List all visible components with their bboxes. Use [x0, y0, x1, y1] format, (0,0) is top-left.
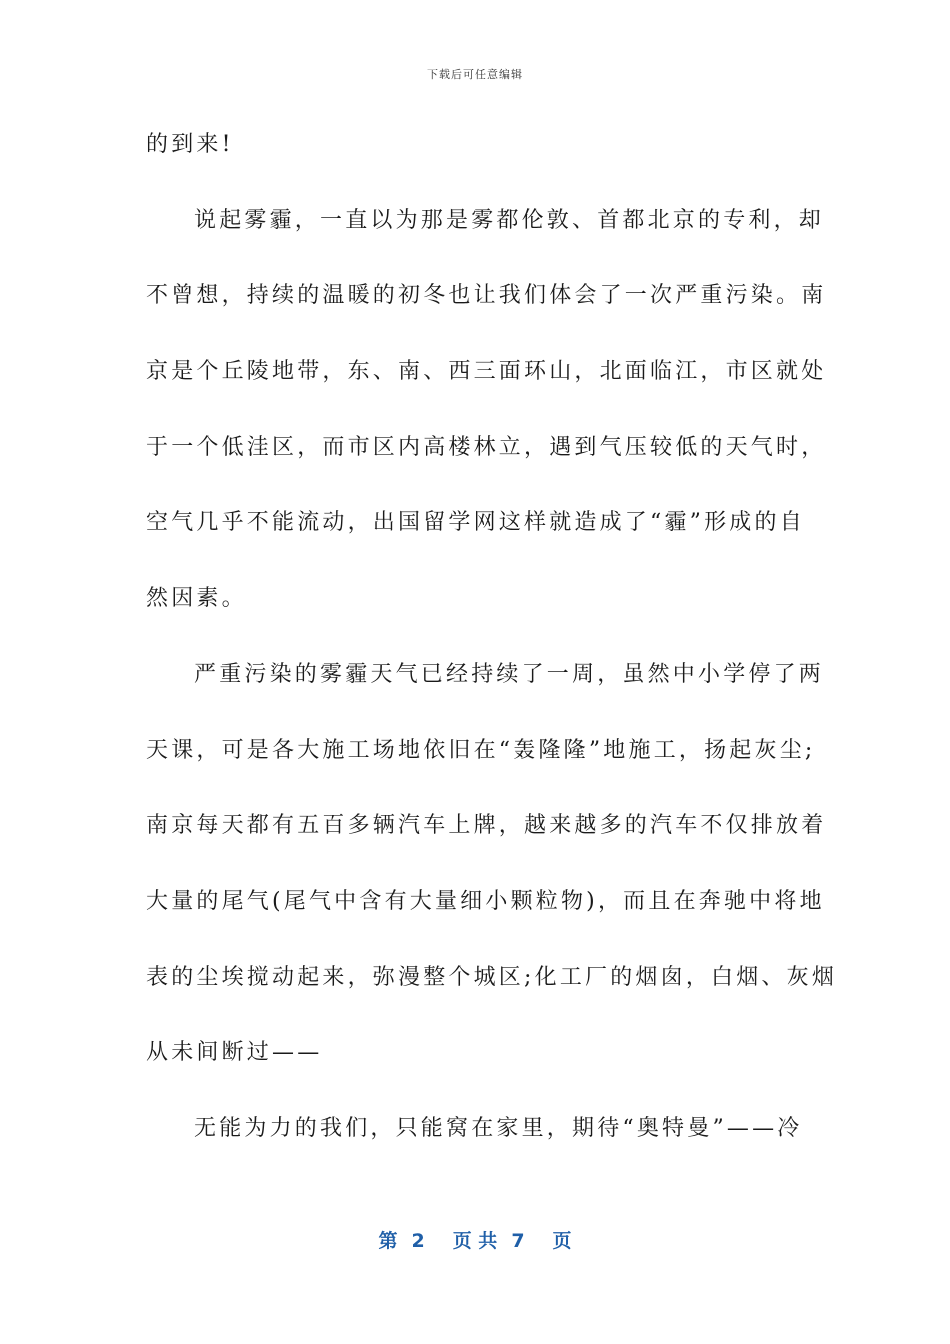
text-line-10: 南京每天都有五百多辆汽车上牌，越来越多的汽车不仅排放着 [146, 813, 827, 839]
text-line-9: 天课，可是各大施工场地依旧在“轰隆隆”地施工，扬起灰尘; [146, 737, 816, 763]
text-line-4: 京是个丘陵地带，东、南、西三面环山，北面临江，市区就处 [146, 359, 827, 385]
footer-prefix: 第 [378, 1230, 398, 1252]
footer-total-pages: 7 [511, 1230, 525, 1252]
text-line-2: 说起雾霾，一直以为那是雾都伦敦、首都北京的专利，却 [194, 207, 825, 233]
text-line-8: 严重污染的雾霾天气已经持续了一周，虽然中小学停了两 [194, 661, 825, 687]
text-line-3: 不曾想，持续的温暖的初冬也让我们体会了一次严重污染。南 [146, 283, 827, 309]
page-header-note: 下载后可任意编辑 [427, 68, 523, 81]
text-line-14: 无能为力的我们，只能窝在家里，期待“奥特曼”——冷 [194, 1115, 803, 1141]
text-line-11: 大量的尾气(尾气中含有大量细小颗粒物)，而且在奔驰中将地 [146, 888, 825, 914]
footer-current-page: 2 [411, 1230, 425, 1252]
text-line-12: 表的尘埃搅动起来，弥漫整个城区;化工厂的烟囱，白烟、灰烟 [146, 964, 838, 990]
page-number-footer [0, 1226, 950, 1253]
text-line-5: 于一个低洼区，而市区内高楼林立，遇到气压较低的天气时， [146, 434, 827, 460]
text-line-1: 的到来! [146, 132, 234, 157]
text-line-13: 从未间断过—— [146, 1040, 323, 1066]
footer-middle: 页 共 [452, 1230, 498, 1252]
footer-suffix: 页 [552, 1230, 572, 1252]
text-line-6: 空气几乎不能流动，出国留学网这样就造成了“霾”形成的自 [146, 510, 805, 536]
document-body [146, 126, 838, 1186]
text-line-7: 然因素。 [146, 586, 247, 612]
